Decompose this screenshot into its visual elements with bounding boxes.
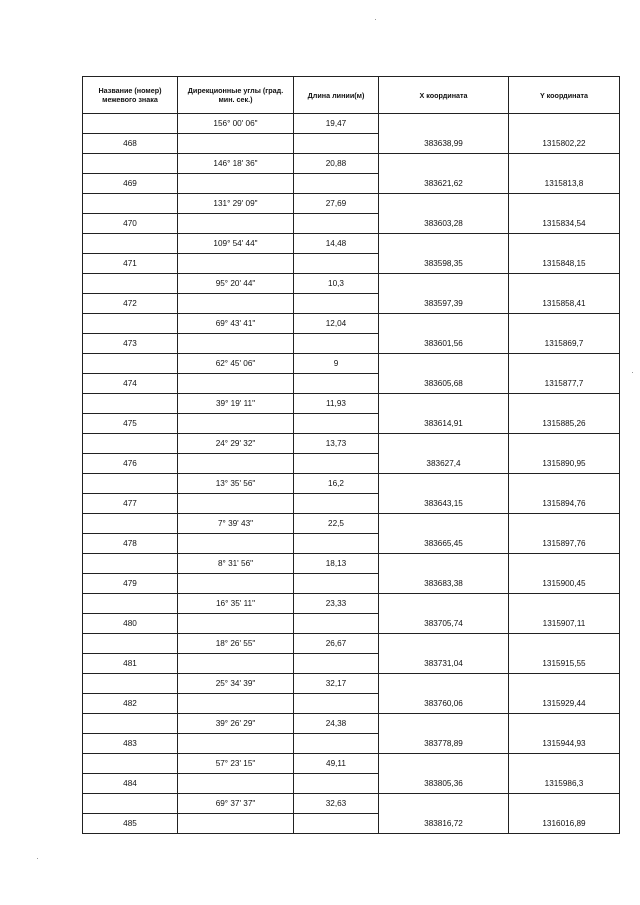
x-coordinate-cell: 383603,28 bbox=[379, 214, 509, 234]
point-row bbox=[83, 654, 620, 674]
direction-angle-cell: 18° 26' 55" bbox=[178, 634, 294, 654]
direction-angle-cell bbox=[178, 334, 294, 354]
direction-angle-cell bbox=[178, 694, 294, 714]
point-name-cell bbox=[83, 674, 178, 694]
point-name-cell: 482 bbox=[83, 694, 178, 714]
direction-angle-cell bbox=[178, 294, 294, 314]
y-coordinate-cell: 1315802,22 bbox=[509, 134, 620, 154]
scan-speck bbox=[37, 858, 38, 859]
direction-angle-cell: 25° 34' 39" bbox=[178, 674, 294, 694]
x-coordinate-cell: 383805,36 bbox=[379, 774, 509, 794]
x-coordinate-cell bbox=[379, 274, 509, 294]
segment-row bbox=[83, 594, 620, 614]
point-name-cell bbox=[83, 114, 178, 134]
x-coordinate-cell bbox=[379, 474, 509, 494]
direction-angle-cell bbox=[178, 414, 294, 434]
x-coordinate-cell: 383597,39 bbox=[379, 294, 509, 314]
point-name-cell bbox=[83, 714, 178, 734]
x-coordinate-cell bbox=[379, 714, 509, 734]
line-length-cell bbox=[294, 614, 379, 634]
line-length-cell bbox=[294, 334, 379, 354]
direction-angle-cell: 24° 29' 32" bbox=[178, 434, 294, 454]
header-x-coordinate: X координата bbox=[379, 77, 509, 114]
segment-row bbox=[83, 794, 620, 814]
x-coordinate-cell: 383643,15 bbox=[379, 494, 509, 514]
x-coordinate-cell bbox=[379, 234, 509, 254]
point-name-cell: 473 bbox=[83, 334, 178, 354]
line-length-cell: 49,11 bbox=[294, 754, 379, 774]
y-coordinate-cell bbox=[509, 714, 620, 734]
x-coordinate-cell: 383760,06 bbox=[379, 694, 509, 714]
point-name-cell: 470 bbox=[83, 214, 178, 234]
point-name-cell: 475 bbox=[83, 414, 178, 434]
x-coordinate-cell: 383778,89 bbox=[379, 734, 509, 754]
point-row bbox=[83, 494, 620, 514]
x-coordinate-cell bbox=[379, 754, 509, 774]
line-length-cell: 16,2 bbox=[294, 474, 379, 494]
point-row bbox=[83, 214, 620, 234]
segment-row bbox=[83, 554, 620, 574]
line-length-cell bbox=[294, 734, 379, 754]
line-length-cell bbox=[294, 574, 379, 594]
header-direction-angle: Дирекционные углы (град. мин. сек.) bbox=[178, 77, 294, 114]
y-coordinate-cell bbox=[509, 794, 620, 814]
line-length-cell: 13,73 bbox=[294, 434, 379, 454]
segment-row bbox=[83, 674, 620, 694]
direction-angle-cell bbox=[178, 574, 294, 594]
direction-angle-cell bbox=[178, 654, 294, 674]
direction-angle-cell bbox=[178, 614, 294, 634]
segment-row bbox=[83, 234, 620, 254]
segment-row bbox=[83, 154, 620, 174]
y-coordinate-cell bbox=[509, 394, 620, 414]
direction-angle-cell: 16° 35' 11" bbox=[178, 594, 294, 614]
segment-row bbox=[83, 114, 620, 134]
direction-angle-cell bbox=[178, 174, 294, 194]
y-coordinate-cell bbox=[509, 554, 620, 574]
line-length-cell bbox=[294, 694, 379, 714]
header-line-length: Длина линии(м) bbox=[294, 77, 379, 114]
line-length-cell bbox=[294, 254, 379, 274]
y-coordinate-cell: 1315929,44 bbox=[509, 694, 620, 714]
point-row bbox=[83, 814, 620, 834]
direction-angle-cell: 131° 29' 09" bbox=[178, 194, 294, 214]
point-name-cell bbox=[83, 514, 178, 534]
header-y-coordinate: Y координата bbox=[509, 77, 620, 114]
point-name-cell bbox=[83, 634, 178, 654]
point-row bbox=[83, 734, 620, 754]
x-coordinate-cell: 383627,4 bbox=[379, 454, 509, 474]
point-name-cell: 485 bbox=[83, 814, 178, 834]
line-length-cell bbox=[294, 414, 379, 434]
x-coordinate-cell: 383816,72 bbox=[379, 814, 509, 834]
x-coordinate-cell: 383665,45 bbox=[379, 534, 509, 554]
y-coordinate-cell bbox=[509, 274, 620, 294]
y-coordinate-cell: 1315890,95 bbox=[509, 454, 620, 474]
line-length-cell: 26,67 bbox=[294, 634, 379, 654]
direction-angle-cell: 13° 35' 56" bbox=[178, 474, 294, 494]
point-row bbox=[83, 294, 620, 314]
point-name-cell: 472 bbox=[83, 294, 178, 314]
point-row bbox=[83, 374, 620, 394]
line-length-cell: 22,5 bbox=[294, 514, 379, 534]
y-coordinate-cell bbox=[509, 114, 620, 134]
point-row bbox=[83, 774, 620, 794]
y-coordinate-cell: 1315848,15 bbox=[509, 254, 620, 274]
point-name-cell: 476 bbox=[83, 454, 178, 474]
x-coordinate-cell: 383705,74 bbox=[379, 614, 509, 634]
scan-speck bbox=[375, 19, 376, 20]
y-coordinate-cell bbox=[509, 474, 620, 494]
x-coordinate-cell bbox=[379, 794, 509, 814]
point-name-cell: 479 bbox=[83, 574, 178, 594]
segment-row bbox=[83, 394, 620, 414]
y-coordinate-cell: 1315869,7 bbox=[509, 334, 620, 354]
line-length-cell: 11,93 bbox=[294, 394, 379, 414]
line-length-cell bbox=[294, 454, 379, 474]
y-coordinate-cell bbox=[509, 754, 620, 774]
point-name-cell: 483 bbox=[83, 734, 178, 754]
point-row bbox=[83, 574, 620, 594]
point-name-cell: 474 bbox=[83, 374, 178, 394]
segment-row bbox=[83, 514, 620, 534]
y-coordinate-cell: 1315986,3 bbox=[509, 774, 620, 794]
y-coordinate-cell: 1315834,54 bbox=[509, 214, 620, 234]
x-coordinate-cell bbox=[379, 194, 509, 214]
direction-angle-cell: 156° 00' 06" bbox=[178, 114, 294, 134]
line-length-cell: 27,69 bbox=[294, 194, 379, 214]
x-coordinate-cell: 383621,62 bbox=[379, 174, 509, 194]
line-length-cell bbox=[294, 654, 379, 674]
y-coordinate-cell bbox=[509, 634, 620, 654]
y-coordinate-cell bbox=[509, 594, 620, 614]
table-body bbox=[83, 114, 620, 834]
point-row bbox=[83, 334, 620, 354]
segment-row bbox=[83, 194, 620, 214]
y-coordinate-cell bbox=[509, 314, 620, 334]
y-coordinate-cell: 1316016,89 bbox=[509, 814, 620, 834]
direction-angle-cell bbox=[178, 814, 294, 834]
x-coordinate-cell: 383601,56 bbox=[379, 334, 509, 354]
line-length-cell bbox=[294, 374, 379, 394]
boundary-points-table-wrapper bbox=[82, 76, 619, 834]
line-length-cell bbox=[294, 214, 379, 234]
y-coordinate-cell: 1315900,45 bbox=[509, 574, 620, 594]
point-row bbox=[83, 454, 620, 474]
segment-row bbox=[83, 714, 620, 734]
y-coordinate-cell bbox=[509, 354, 620, 374]
point-name-cell bbox=[83, 594, 178, 614]
point-name-cell: 478 bbox=[83, 534, 178, 554]
y-coordinate-cell: 1315897,76 bbox=[509, 534, 620, 554]
y-coordinate-cell bbox=[509, 674, 620, 694]
x-coordinate-cell: 383731,04 bbox=[379, 654, 509, 674]
point-name-cell: 481 bbox=[83, 654, 178, 674]
line-length-cell: 19,47 bbox=[294, 114, 379, 134]
segment-row bbox=[83, 754, 620, 774]
direction-angle-cell: 39° 19' 11" bbox=[178, 394, 294, 414]
scan-speck bbox=[632, 372, 633, 373]
point-name-cell bbox=[83, 554, 178, 574]
point-row bbox=[83, 414, 620, 434]
x-coordinate-cell bbox=[379, 114, 509, 134]
y-coordinate-cell: 1315915,55 bbox=[509, 654, 620, 674]
line-length-cell bbox=[294, 494, 379, 514]
y-coordinate-cell bbox=[509, 514, 620, 534]
segment-row bbox=[83, 274, 620, 294]
x-coordinate-cell bbox=[379, 594, 509, 614]
y-coordinate-cell: 1315885,26 bbox=[509, 414, 620, 434]
line-length-cell: 20,88 bbox=[294, 154, 379, 174]
x-coordinate-cell bbox=[379, 554, 509, 574]
x-coordinate-cell bbox=[379, 354, 509, 374]
segment-row bbox=[83, 634, 620, 654]
point-name-cell bbox=[83, 754, 178, 774]
y-coordinate-cell: 1315907,11 bbox=[509, 614, 620, 634]
x-coordinate-cell bbox=[379, 634, 509, 654]
x-coordinate-cell: 383605,68 bbox=[379, 374, 509, 394]
direction-angle-cell bbox=[178, 254, 294, 274]
direction-angle-cell: 69° 43' 41" bbox=[178, 314, 294, 334]
line-length-cell: 18,13 bbox=[294, 554, 379, 574]
line-length-cell: 9 bbox=[294, 354, 379, 374]
line-length-cell bbox=[294, 534, 379, 554]
y-coordinate-cell: 1315813,8 bbox=[509, 174, 620, 194]
y-coordinate-cell: 1315858,41 bbox=[509, 294, 620, 314]
direction-angle-cell: 57° 23' 15" bbox=[178, 754, 294, 774]
direction-angle-cell: 8° 31' 56" bbox=[178, 554, 294, 574]
point-name-cell bbox=[83, 474, 178, 494]
line-length-cell: 32,63 bbox=[294, 794, 379, 814]
direction-angle-cell: 7° 39' 43" bbox=[178, 514, 294, 534]
point-row bbox=[83, 174, 620, 194]
boundary-points-table bbox=[82, 76, 620, 834]
point-name-cell bbox=[83, 394, 178, 414]
table-header bbox=[83, 77, 620, 114]
segment-row bbox=[83, 354, 620, 374]
x-coordinate-cell bbox=[379, 394, 509, 414]
x-coordinate-cell: 383614,91 bbox=[379, 414, 509, 434]
x-coordinate-cell bbox=[379, 314, 509, 334]
header-point-name: Название (номер) межевого знака bbox=[83, 77, 178, 114]
line-length-cell bbox=[294, 134, 379, 154]
point-name-cell: 477 bbox=[83, 494, 178, 514]
header-row bbox=[83, 77, 620, 114]
point-name-cell: 480 bbox=[83, 614, 178, 634]
point-name-cell bbox=[83, 354, 178, 374]
direction-angle-cell bbox=[178, 134, 294, 154]
y-coordinate-cell bbox=[509, 154, 620, 174]
line-length-cell bbox=[294, 814, 379, 834]
line-length-cell: 24,38 bbox=[294, 714, 379, 734]
direction-angle-cell: 69° 37' 37" bbox=[178, 794, 294, 814]
point-name-cell: 468 bbox=[83, 134, 178, 154]
x-coordinate-cell bbox=[379, 434, 509, 454]
line-length-cell bbox=[294, 174, 379, 194]
point-row bbox=[83, 254, 620, 274]
direction-angle-cell bbox=[178, 374, 294, 394]
point-name-cell: 484 bbox=[83, 774, 178, 794]
line-length-cell bbox=[294, 294, 379, 314]
line-length-cell: 14,48 bbox=[294, 234, 379, 254]
y-coordinate-cell: 1315944,93 bbox=[509, 734, 620, 754]
direction-angle-cell bbox=[178, 454, 294, 474]
segment-row bbox=[83, 434, 620, 454]
y-coordinate-cell bbox=[509, 434, 620, 454]
point-name-cell bbox=[83, 154, 178, 174]
x-coordinate-cell: 383683,38 bbox=[379, 574, 509, 594]
x-coordinate-cell: 383638,99 bbox=[379, 134, 509, 154]
point-name-cell bbox=[83, 794, 178, 814]
segment-row bbox=[83, 474, 620, 494]
y-coordinate-cell bbox=[509, 194, 620, 214]
x-coordinate-cell bbox=[379, 154, 509, 174]
direction-angle-cell: 146° 18' 36" bbox=[178, 154, 294, 174]
point-row bbox=[83, 534, 620, 554]
line-length-cell: 10,3 bbox=[294, 274, 379, 294]
direction-angle-cell bbox=[178, 214, 294, 234]
point-name-cell bbox=[83, 234, 178, 254]
point-name-cell: 471 bbox=[83, 254, 178, 274]
x-coordinate-cell bbox=[379, 514, 509, 534]
point-name-cell: 469 bbox=[83, 174, 178, 194]
line-length-cell: 32,17 bbox=[294, 674, 379, 694]
y-coordinate-cell: 1315894,76 bbox=[509, 494, 620, 514]
point-row bbox=[83, 614, 620, 634]
direction-angle-cell bbox=[178, 734, 294, 754]
point-name-cell bbox=[83, 194, 178, 214]
point-row bbox=[83, 694, 620, 714]
segment-row bbox=[83, 314, 620, 334]
direction-angle-cell: 62° 45' 06" bbox=[178, 354, 294, 374]
line-length-cell: 23,33 bbox=[294, 594, 379, 614]
point-name-cell bbox=[83, 434, 178, 454]
y-coordinate-cell: 1315877,7 bbox=[509, 374, 620, 394]
point-name-cell bbox=[83, 314, 178, 334]
direction-angle-cell bbox=[178, 534, 294, 554]
x-coordinate-cell bbox=[379, 674, 509, 694]
y-coordinate-cell bbox=[509, 234, 620, 254]
direction-angle-cell: 109° 54' 44" bbox=[178, 234, 294, 254]
line-length-cell: 12,04 bbox=[294, 314, 379, 334]
line-length-cell bbox=[294, 774, 379, 794]
point-name-cell bbox=[83, 274, 178, 294]
direction-angle-cell bbox=[178, 494, 294, 514]
direction-angle-cell: 95° 20' 44" bbox=[178, 274, 294, 294]
direction-angle-cell: 39° 26' 29" bbox=[178, 714, 294, 734]
direction-angle-cell bbox=[178, 774, 294, 794]
point-row bbox=[83, 134, 620, 154]
x-coordinate-cell: 383598,35 bbox=[379, 254, 509, 274]
